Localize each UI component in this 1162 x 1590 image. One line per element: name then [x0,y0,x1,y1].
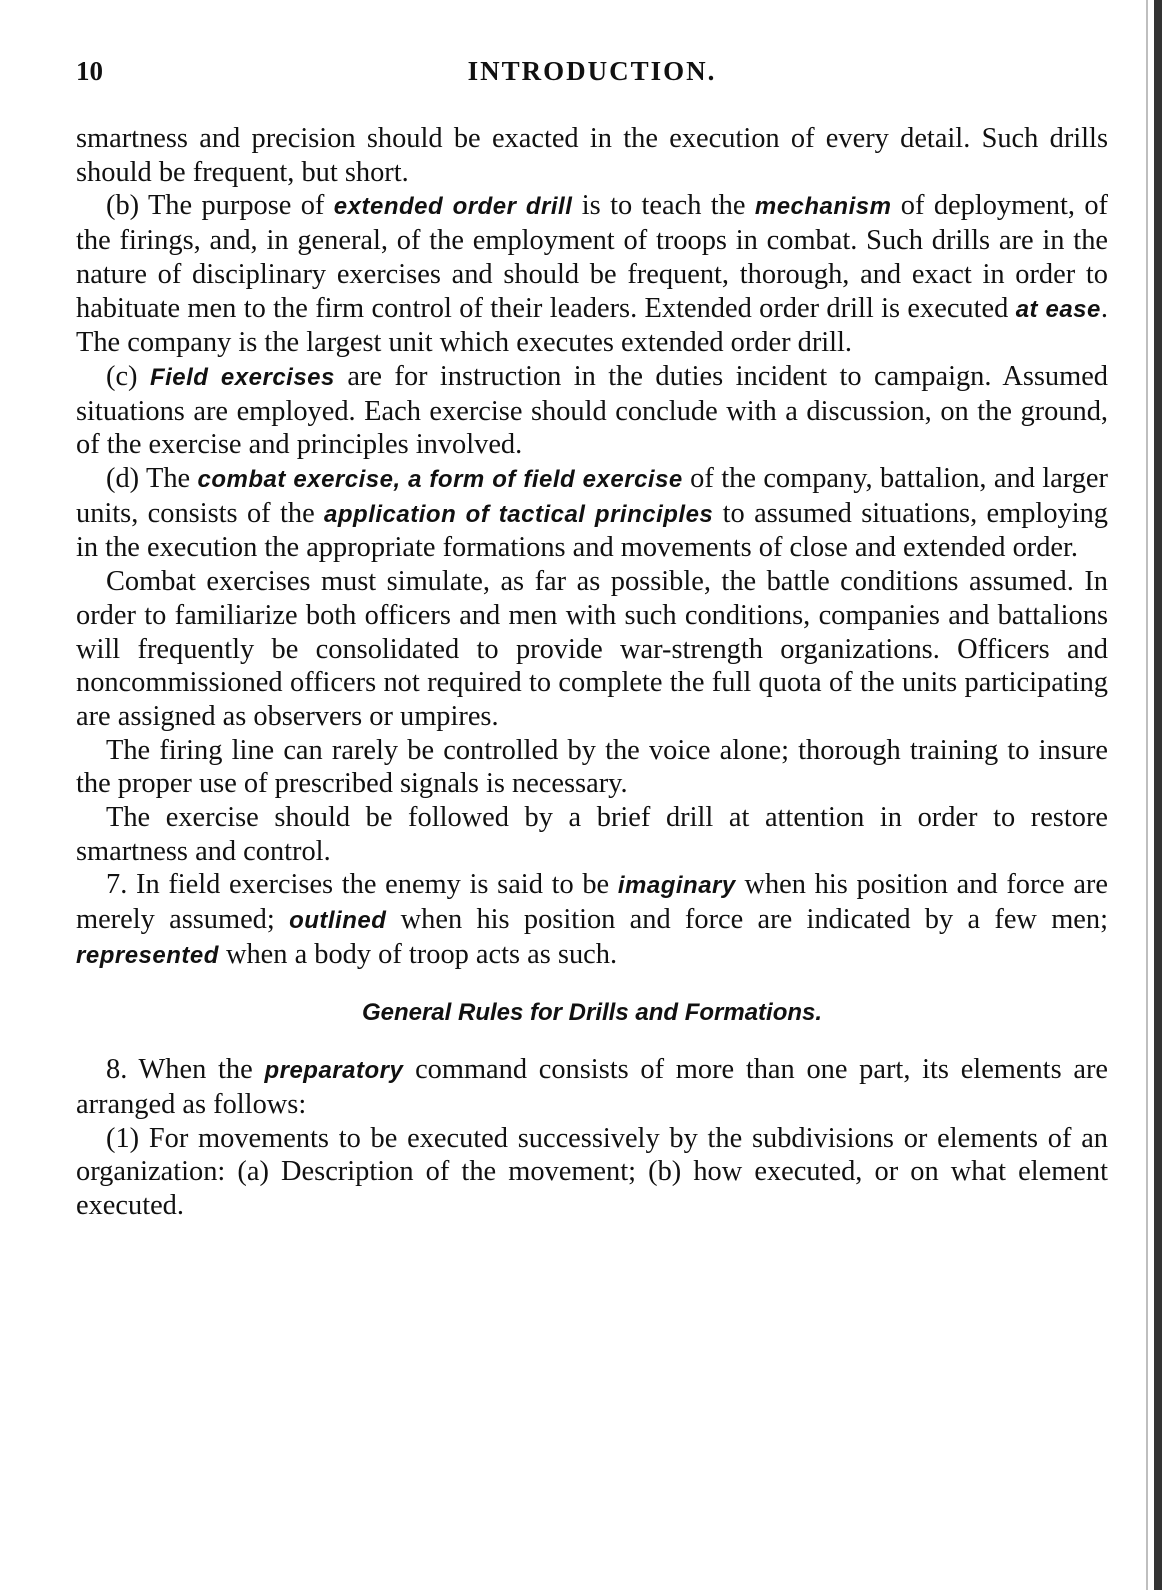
text-run: of the company, battalion, and larger units, consists of the [76,463,1108,529]
text-run: The exercise should be followed by a brief drill at attention in order to restore smartness and control. [76,802,1108,867]
text-run: . The company is the largest unit which executes extended order drill. [76,292,1108,359]
text-run: to assumed situations, employing in the execution the appropriate formations and movements of close and extended order. [76,497,1108,564]
paragraph [76,360,1108,462]
section-title: General Rules for Drills and Formations. [361,998,823,1026]
emphasis-text: preparatory [264,1057,404,1085]
page-edge-shadow [1146,0,1148,1590]
emphasis-text: extended order drill [333,193,573,221]
paragraph [76,868,1108,972]
text-run: when his position and force are merely assumed; [76,869,1108,936]
text-run: of deployment, of the firings, and, in general, of the employment of troops in combat. Such drills are in the nature of disciplinary exercises and should be frequent, thorough, and exact in order to habituate men to the firm control of their leaders. Extended order drill is executed [76,190,1108,324]
text-run: The firing line can rarely be controlled by the voice alone; thorough training to insure the proper use of prescribed signals is necessary. [76,734,1108,800]
emphasis-text: mechanism [754,193,892,221]
text-run: 7. In field exercises the enemy is said to be [106,869,618,901]
text-run: are for instruction in the duties incident to campaign. Assumed situations are employed. Each exercise should conclude with a discussion, on the ground, of the exercise and principles involved. [76,360,1109,461]
emphasis-text: outlined [289,907,387,935]
text-run: 8. When the [106,1054,265,1086]
text-run: Combat exercises must simulate, as far as possible, the battle conditions assumed. In order to familiarize both officers and men with such conditions, companies and battalions will frequently be consolidated to provide war-strength organizations. Officers and noncommissioned officers not required to complete the full quota of the units participating are assigned as observers or umpires. [76,566,1108,732]
emphasis-text: represented [76,941,219,969]
text-run: (1) For movements to be executed successively by the subdivisions or elements of an organization: (a) Description of the movement; (b) how executed, or on what element executed. [76,1122,1108,1222]
page-edge [1154,0,1162,1590]
text-run: is to teach the [572,190,755,222]
paragraph [76,734,1108,801]
text-run: (d) The [106,463,198,495]
emphasis-text: combat exercise, a form of field exercise [197,466,683,494]
paragraph [76,189,1108,360]
text-run: command consists of more than one part, its elements are arranged as follows: [76,1054,1108,1120]
emphasis-text: at ease [1015,295,1101,323]
text-run: when his position and force are indicated by a few men; [386,904,1108,936]
text-run: (b) The purpose of [106,190,334,222]
emphasis-text: imaginary [617,872,736,900]
paragraph [76,1053,1108,1121]
text-run: (c) [106,360,150,392]
emphasis-text: application of tactical principles [324,500,714,528]
text-run: smartness and precision should be exacted in the execution of every detail. Such drills should be frequent, but short. [76,123,1108,188]
body-text [76,122,1108,1223]
paragraph [76,565,1108,734]
text-run: when a body of troop acts as such. [218,938,618,970]
paragraphs-before [76,122,1108,973]
page-header [76,56,1108,96]
paragraph [76,1122,1108,1223]
running-title: INTRODUCTION. [467,56,717,86]
page-number: 10 [76,56,103,86]
paragraph [76,462,1108,565]
paragraphs-after [76,1053,1108,1223]
paragraph [76,122,1108,189]
paragraph [76,801,1108,868]
emphasis-text: Field exercises [149,363,335,391]
